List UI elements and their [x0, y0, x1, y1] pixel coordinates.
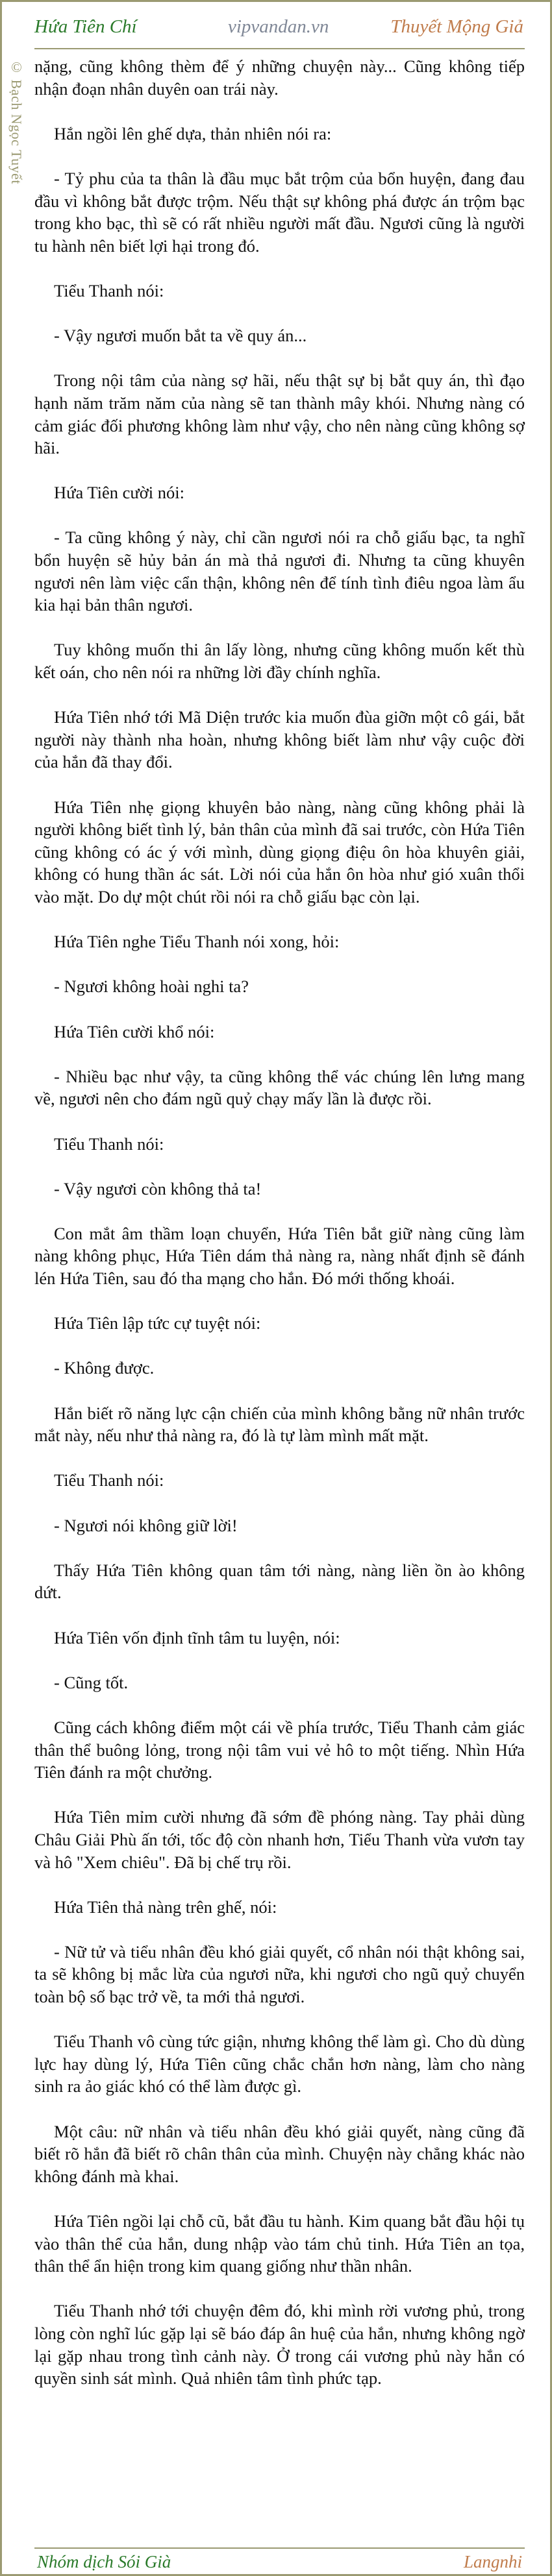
- paragraph: - Nhiều bạc như vậy, ta cũng không thể vác chúng lên lưng mang về, ngươi nên cho đám ngũ quỷ chạy mấy lần là được rồi.: [34, 1066, 525, 1109]
- paragraph: Trong nội tâm của nàng sợ hãi, nếu thật sự bị bắt quy án, thì đạo hạnh năm trăm năm của nàng sẽ tan thành mây khói. Nhưng nàng có cảm giác đối phương không làm như vậy, cho nên nàng cũng không sợ hãi.: [34, 371, 525, 458]
- paragraph: Hứa Tiên ngồi lại chỗ cũ, bắt đầu tu hành. Kim quang bắt đầu hội tụ vào thân thể của hắn, dung nhập vào tám chủ tinh. Hứa Tiên an tọa, thân thể ẩn hiện trong kim quang giống như thần nhân.: [34, 2211, 525, 2276]
- site-name: vipvandan.vn: [228, 16, 329, 37]
- paragraph: - Tỷ phu của ta thân là đầu mục bắt trộm của bổn huyện, đang đau đầu vì không bắt được trộm. Nếu thật sự không phá được án trộm bạc trong kho bạc, thì sẽ có rất nhiều người mất đầu. Ngươi cũng là người tu hành nên biết lợi hại trong đó.: [34, 168, 525, 256]
- paragraph: Tiểu Thanh nói:: [54, 1470, 164, 1490]
- translator-name: Langnhi: [463, 2552, 522, 2571]
- paragraph: - Nữ tử và tiểu nhân đều khó giải quyết, cổ nhân nói thật không sai, ta sẽ không bị mắc lừa của ngươi nữa, khi ngươi cho ngũ quỷ chuyển toàn bộ số bạc trở về, ta mới thả ngươi.: [34, 1941, 525, 2007]
- paragraph: Cũng cách không điểm một cái về phía trước, Tiểu Thanh cảm giác thân thể buông lỏng, trong nội tâm vui vẻ hô to một tiếng. Nhìn Hứa Tiên đánh ra một chưởng.: [34, 1717, 525, 1782]
- paragraph: Hứa Tiên nghe Tiểu Thanh nói xong, hỏi:: [54, 932, 340, 952]
- paragraph: - Ta cũng không ý này, chỉ cần ngươi nói ra chỗ giấu bạc, ta nghĩ bổn huyện sẽ hủy bản án mà thả ngươi đi. Nhưng ta cũng khuyên ngươi nên làm việc cẩn thận, không nên để tính tình điêu ngoa làm ẩu kia hại bản thân ngươi.: [34, 528, 525, 615]
- translator-group: Nhóm dịch Sói Già: [37, 2552, 171, 2571]
- paragraph: Hứa Tiên lập tức cự tuyệt nói:: [54, 1313, 261, 1333]
- paragraph: Hắn ngồi lên ghế dựa, thản nhiên nói ra:: [54, 123, 332, 143]
- paragraph: Hứa Tiên mỉm cười nhưng đã sớm đề phóng nàng. Tay phải dùng Châu Giải Phù ấn tới, tốc độ còn nhanh hơn, Tiểu Thanh vừa vươn tay và hô "Xem chiêu". Đã bị chế trụ rồi.: [34, 1807, 525, 1872]
- paragraph: Con mắt âm thầm loạn chuyển, Hứa Tiên bắt giữ nàng cũng làm nàng không phục, Hứa Tiên dám thả nàng ra, nàng nhất định sẽ đánh lén Hứa Tiên, sau đó tha mạng cho hắn. Đó mới thống khoái.: [34, 1223, 525, 1289]
- story-body: [34, 55, 525, 2412]
- header-divider: [34, 48, 525, 49]
- paragraph: Hứa Tiên cười nói:: [54, 483, 185, 503]
- book-title: Hứa Tiên Chí: [34, 16, 137, 37]
- paragraph: Hứa Tiên vốn định tĩnh tâm tu luyện, nói:: [54, 1627, 340, 1647]
- author-name: Thuyết Mộng Giả: [390, 16, 523, 37]
- paragraph: Hắn biết rõ năng lực cận chiến của mình không bằng nữ nhân trước mắt này, nếu như thả nàng ra, đó là tự làm mình mất mặt.: [34, 1403, 525, 1446]
- paragraph: Hứa Tiên nhẹ giọng khuyên bảo nàng, nàng cũng không phải là người không biết tình lý, bản thân của mình đã sai trước, còn Hứa Tiên cũng không có ác ý với mình, dùng giọng điệu ôn hòa khuyên giải, không có hung thần ác sát. Lời nói của hắn ôn hòa như gió xuân thổi vào mặt. Do dự một chút rồi nói ra chỗ giấu bạc còn lại.: [34, 797, 525, 906]
- footer-divider: [34, 2547, 525, 2549]
- paragraph: Tiểu Thanh nhớ tới chuyện đêm đó, khi mình rời vương phủ, trong lòng còn nghĩ lúc gặp lại sẽ báo đáp ân huệ của hắn, nhưng không ngờ lại gặp nhau trong tình cảnh này. Ở trong cái vương phủ này hắn có quyền sinh sát mình. Quả nhiên tâm tình phức tạp.: [34, 2301, 525, 2388]
- paragraph: - Ngươi nói không giữ lời!: [54, 1515, 238, 1535]
- paragraph: Hứa Tiên nhớ tới Mã Diện trước kia muốn đùa giỡn một cô gái, bắt người này thành nha hoàn, nhưng không biết làm như vậy cuộc đời của hắn đã thay đổi.: [34, 707, 525, 772]
- copyright-watermark: © Bạch Ngọc Tuyết: [8, 59, 25, 184]
- paragraph: Hứa Tiên cười khổ nói:: [54, 1021, 215, 1041]
- page-footer: [34, 2551, 525, 2574]
- paragraph: Tiểu Thanh vô cùng tức giận, nhưng không thể làm gì. Cho dù dùng lực hay dùng lý, Hứa Tiên cũng chắc chắn hơn nàng, làm cho nàng sinh ra ảo giác khó có thể làm được gì.: [34, 2032, 525, 2096]
- paragraph: Tuy không muốn thi ân lấy lòng, nhưng cũng không muốn kết thù kết oán, cho nên nói ra những lời đầy chính nghĩa.: [34, 640, 525, 683]
- paragraph: - Cũng tốt.: [54, 1672, 129, 1692]
- paragraph: Tiểu Thanh nói:: [54, 1134, 164, 1154]
- page-header: [34, 8, 525, 47]
- paragraph: - Không được.: [54, 1358, 155, 1378]
- paragraph: - Vậy ngươi còn không thả ta!: [54, 1178, 262, 1198]
- paragraph: Thấy Hứa Tiên không quan tâm tới nàng, nàng liền ồn ào không dứt.: [34, 1560, 525, 1603]
- paragraph: nặng, cũng không thèm để ý những chuyện này... Cũng không tiếp nhận đoạn nhân duyên oan trái này.: [34, 56, 525, 99]
- paragraph: Một câu: nữ nhân và tiểu nhân đều khó giải quyết, nàng cũng đã biết rõ hắn đã biết rõ chân thân của mình. Chuyện này chẳng khác nào không đánh mà khai.: [34, 2121, 525, 2186]
- paragraph: Hứa Tiên thả nàng trên ghế, nói:: [54, 1897, 277, 1917]
- paragraph: Tiểu Thanh nói:: [54, 280, 164, 300]
- paragraph: - Vậy ngươi muốn bắt ta về quy án...: [54, 326, 307, 346]
- paragraph: - Ngươi không hoài nghi ta?: [54, 977, 249, 997]
